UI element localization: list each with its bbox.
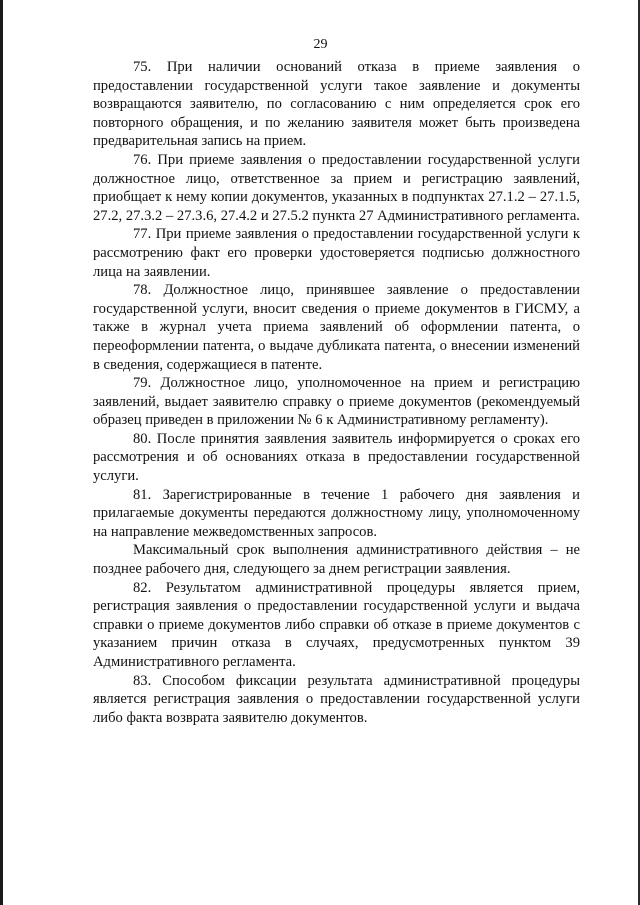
paragraph-76: 76. При приеме заявления о предоставлении государственной услуги должностное лицо, ответственное за прием и регистрацию заявлений, приобщает к нему копии документов, указанных в подпунктах 27.1.2 – 27.1.5, 27.2, 27.3.2 – 27.3.6, 27.4.2 и 27.5.2 пункта 27 Административного регламента.: [93, 151, 580, 224]
paragraph-81: 81. Зарегистрированные в течение 1 рабочего дня заявления и прилагаемые документы передаются должностному лицу, уполномоченному на направление межведомственных запросов.: [93, 486, 580, 540]
paragraph-83: 83. Способом фиксации результата административной процедуры является регистрация заявления о предоставлении государственной услуги либо факта возврата заявителю документов.: [93, 672, 580, 726]
paragraph-75: 75. При наличии оснований отказа в приеме заявления о предоставлении государственной услуги такое заявление и документы возвращаются заявителю, по согласованию с ним определяется срок его повторного обращения, и по желанию заявителя может быть произведена предварительная запись на прием.: [93, 59, 580, 150]
paragraph-79: 79. Должностное лицо, уполномоченное на прием и регистрацию заявлений, выдает заявителю справку о приеме документов (рекомендуемый образец приведен в приложении № 6 к Административному регламенту).: [93, 375, 580, 429]
paragraph-81-deadline: Максимальный срок выполнения административного действия – не позднее рабочего дня, следующего за днем регистрации заявления.: [93, 542, 580, 578]
paragraph-80: 80. После принятия заявления заявитель информируется о сроках его рассмотрения и об основаниях отказа в предоставлении государственной услуги.: [93, 430, 580, 485]
paragraph-77: 77. При приеме заявления о предоставлении государственной услуги к рассмотрению факт его проверки удостоверяется подписью должностного лица на заявлении.: [93, 226, 580, 280]
paragraph-82: 82. Результатом административной процедуры является прием, регистрация заявления о предоставлении государственной услуги и выдача справки о приеме документов либо справки об отказе в приеме документов с указанием причин отказа в случаях, предусмотренных пунктом 39 Административного регламента.: [93, 579, 580, 670]
document-body: [93, 58, 580, 727]
paragraph-78: 78. Должностное лицо, принявшее заявление о предоставлении государственной услуги, вносит сведения о приеме документов в ГИСМУ, а также в журнал учета приема заявлений об оформлении патента, о переоформлении патента, о выдаче дубликата патента, о внесении изменений в сведения, содержащиеся в патенте.: [93, 282, 580, 373]
page-number: 29: [313, 37, 328, 52]
